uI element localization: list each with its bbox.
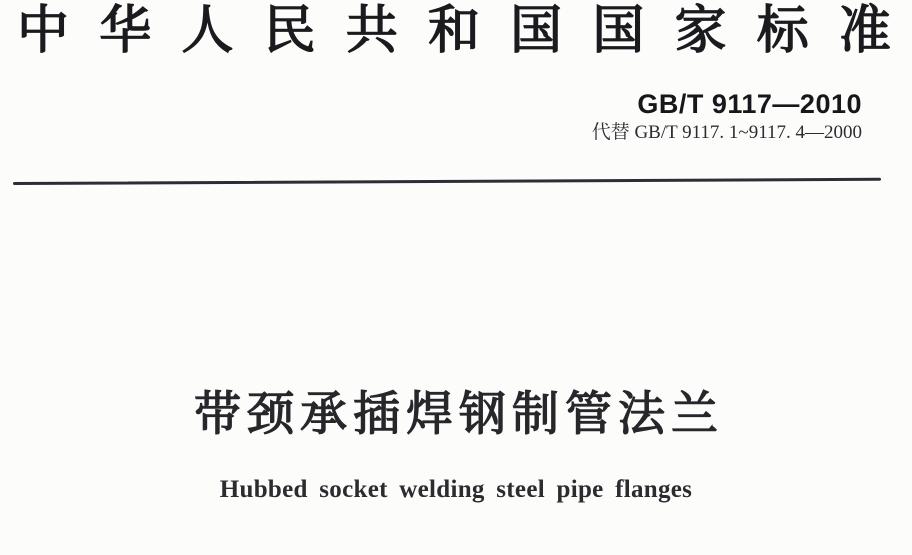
standard-english-title: Hubbed socket welding steel pipe flanges: [219, 476, 693, 503]
replaces-note: 代替 GB/T 9117. 1~9117. 4—2000: [591, 121, 862, 143]
national-standard-heading: 中 华 人 民 共 和 国 国 家 标 准: [17, 3, 891, 60]
standard-code-block: [592, 90, 862, 144]
standard-code: GB/T 9117—2010: [637, 89, 862, 119]
standard-chinese-title: 带颈承插焊钢制管法兰: [194, 387, 724, 440]
header-divider: [13, 178, 881, 185]
